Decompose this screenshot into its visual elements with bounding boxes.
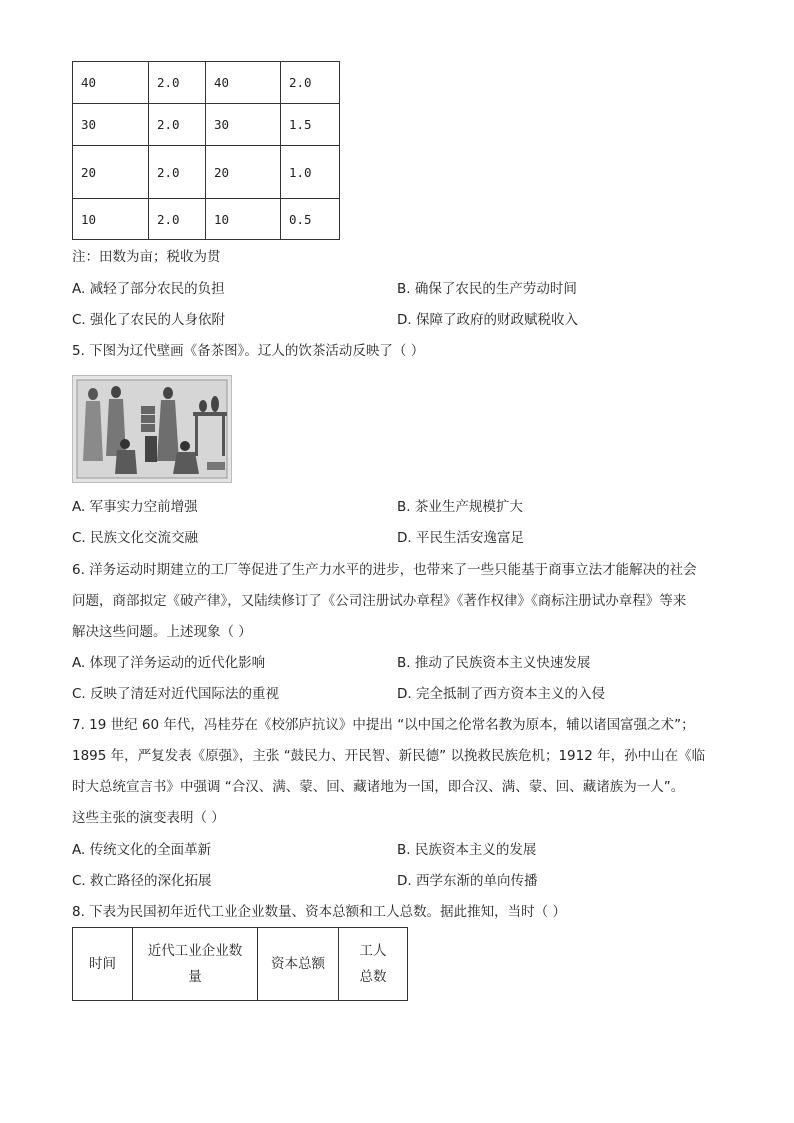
table-cell: 20 <box>206 146 281 199</box>
q7-option-a: A. 传统文化的全面革新 <box>72 842 212 858</box>
table-cell: 2.0 <box>149 62 206 104</box>
q4-option-c: C. 强化了农民的人身依附 <box>72 312 226 328</box>
table-row <box>73 199 340 240</box>
table-cell: 20 <box>73 146 149 199</box>
q6-option-c: C. 反映了清廷对近代国际法的重视 <box>72 686 280 702</box>
q7-stem-line-2: 1895 年，严复发表《原强》，主张 “鼓民力、开民智、新民德” 以挽救民族危机；1912 年，孙中山在《临 <box>72 748 706 764</box>
table-note: 注：田数为亩；税收为贯 <box>72 249 221 265</box>
q5-option-b: B. 茶业生产规模扩大 <box>397 499 523 515</box>
table-row <box>73 62 340 104</box>
table-header-row <box>73 928 408 1001</box>
q7-option-c: C. 救亡路径的深化拓展 <box>72 873 212 889</box>
industry-stats-table <box>72 927 408 1001</box>
q6-option-d: D. 完全抵制了西方资本主义的入侵 <box>397 686 605 702</box>
q8-stem: 8. 下表为民国初年近代工业企业数量、资本总额和工人总数。据此推知，当时（ ） <box>72 904 566 920</box>
table-cell: 10 <box>73 199 149 240</box>
table-cell: 2.0 <box>149 104 206 146</box>
table-cell: 2.0 <box>149 146 206 199</box>
table-cell: 40 <box>73 62 149 104</box>
table-cell: 30 <box>73 104 149 146</box>
q7-stem-line-1: 7. 19 世纪 60 年代，冯桂芬在《校邠庐抗议》中提出 “以中国之伦常名教为原本，辅以诸国富强之术”； <box>72 717 695 733</box>
q4-option-a: A. 减轻了部分农民的负担 <box>72 281 225 297</box>
q5-option-c: C. 民族文化交流交融 <box>72 530 199 546</box>
table-row <box>73 104 340 146</box>
q6-stem-line-2: 问题，商部拟定《破产律》，又陆续修订了《公司注册试办章程》《著作权律》《商标注册试办章程》等来 <box>72 593 687 609</box>
table-cell: 1.0 <box>281 146 340 199</box>
table-cell: 30 <box>206 104 281 146</box>
q6-stem-line-3: 解决这些问题。上述现象（ ） <box>72 624 252 640</box>
q6-option-b: B. 推动了民族资本主义快速发展 <box>397 655 591 671</box>
q7-stem-line-4: 这些主张的演变表明（ ） <box>72 810 225 826</box>
header-capital-total: 资本总额 <box>258 928 339 1001</box>
q7-option-d: D. 西学东渐的单向传播 <box>397 873 538 889</box>
table-cell: 0.5 <box>281 199 340 240</box>
header-enterprise-count: 近代工业企业数量 <box>133 928 258 1001</box>
q7-option-b: B. 民族资本主义的发展 <box>397 842 537 858</box>
table-row <box>73 146 340 199</box>
q6-option-a: A. 体现了洋务运动的近代化影响 <box>72 655 266 671</box>
q7-stem-line-3: 时大总统宣言书》中强调 “合汉、满、蒙、回、藏诸地为一国，即合汉、满、蒙、回、藏诸族为一人”。 <box>72 779 685 795</box>
tea-mural-image <box>72 375 232 483</box>
q5-stem: 5. 下图为辽代壁画《备茶图》。辽人的饮茶活动反映了（ ） <box>72 343 425 359</box>
table-cell: 2.0 <box>281 62 340 104</box>
table-cell: 2.0 <box>149 199 206 240</box>
table-cell: 1.5 <box>281 104 340 146</box>
q6-stem-line-1: 6. 洋务运动时期建立的工厂等促进了生产力水平的进步，也带来了一些只能基于商事立法才能解决的社会 <box>72 562 697 578</box>
tea-mural-illustration <box>73 376 231 482</box>
q4-option-b: B. 确保了农民的生产劳动时间 <box>397 281 577 297</box>
land-tax-table <box>72 61 340 240</box>
q4-option-d: D. 保障了政府的财政赋税收入 <box>397 312 578 328</box>
header-time: 时间 <box>73 928 133 1001</box>
table-cell: 10 <box>206 199 281 240</box>
q5-option-d: D. 平民生活安逸富足 <box>397 530 524 546</box>
table-cell: 40 <box>206 62 281 104</box>
header-worker-total: 工人总数 <box>339 928 408 1001</box>
q5-option-a: A. 军事实力空前增强 <box>72 499 198 515</box>
